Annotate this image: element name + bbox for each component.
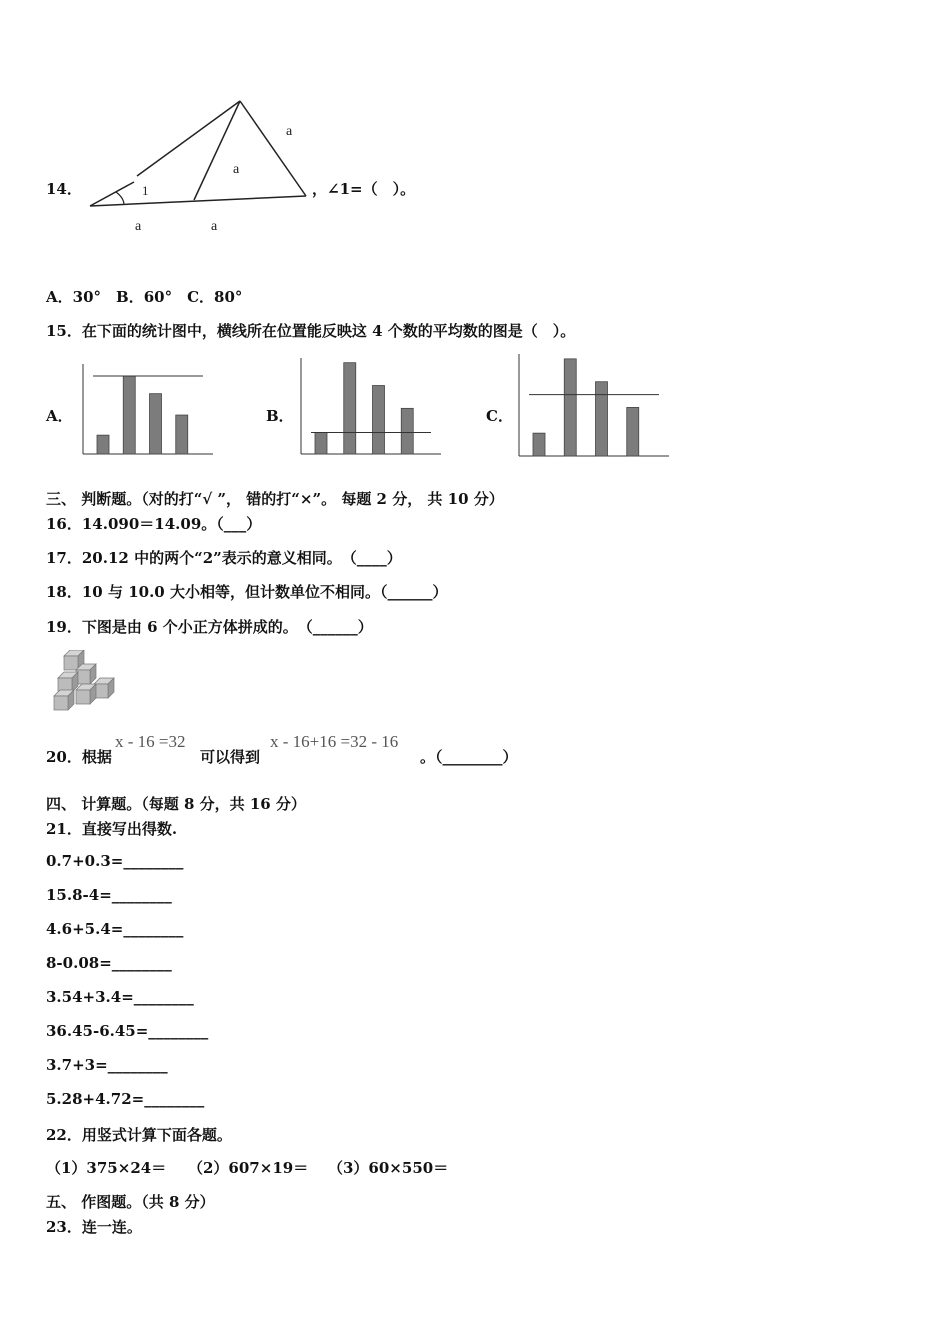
chart-b-bar: [373, 386, 385, 454]
q21-title: 21．直接写出得数.: [46, 820, 178, 838]
triangle-right-side: [240, 101, 306, 196]
q15-label-a: A．: [46, 407, 73, 425]
q20-equation-2: x - 16+16 =32 - 16: [270, 732, 399, 751]
q15-text: 15．在下面的统计图中，横线所在位置能反映这 4 个数的平均数的图是（ ）。: [46, 322, 576, 340]
chart-c-bar: [564, 359, 576, 456]
section-4-title: 四、 计算题。（每题 8 分，共 16 分）: [46, 795, 306, 813]
triangle-inner-side: [194, 101, 240, 200]
chart-c-bar: [596, 382, 608, 456]
q15-chart-c: [516, 352, 671, 458]
chart-b-bar: [401, 408, 413, 454]
q21-item: 4.6+5.4=________: [46, 920, 184, 938]
label-base-left: a: [135, 219, 142, 234]
q19-cubes-figure: [50, 650, 120, 714]
q18-text: 18．10 与 10.0 大小相等，但计数单位不相同。（______）: [46, 583, 448, 601]
q21-item: 36.45-6.45=________: [46, 1022, 209, 1040]
chart-c-bar: [627, 407, 639, 456]
triangle-left-side-lower: [90, 182, 134, 206]
q15-label-b: B．: [266, 407, 294, 425]
q14-options: A．30° B．60° C．80°: [46, 288, 243, 306]
q15-label-c: C．: [486, 407, 513, 425]
chart-b-bar: [315, 433, 327, 454]
q15-chart-a: [80, 362, 215, 456]
q14-suffix: ，∠1=（ ）。: [312, 180, 416, 198]
q19-text: 19．下图是由 6 个小正方体拼成的。 （______）: [46, 618, 373, 636]
q22-item-3: （3）60×550＝: [328, 1159, 449, 1177]
triangle-base: [90, 196, 306, 206]
q20-suffix: 。（________）: [420, 748, 518, 766]
chart-c-bar: [533, 433, 545, 456]
triangle-left-side-upper: [137, 101, 240, 176]
q20-mid: 可以得到: [200, 748, 261, 766]
chart-a-bar: [123, 376, 135, 454]
label-side-top: a: [286, 124, 293, 139]
q21-item: 8-0.08=________: [46, 954, 172, 972]
label-base-right: a: [211, 219, 218, 234]
chart-a-bar: [176, 415, 188, 454]
q21-item: 5.28+4.72=________: [46, 1090, 205, 1108]
section-3-title: 三、 判断题。（对的打“√ ”， 错的打“×”。 每题 2 分， 共 10 分）: [46, 490, 504, 508]
q21-item: 0.7+0.3=________: [46, 852, 184, 870]
q16-text: 16．14.090＝14.09。（___）: [46, 515, 262, 533]
angle-arc: [116, 192, 124, 205]
q23-text: 23．连一连。: [46, 1218, 142, 1236]
q21-item: 3.54+3.4=________: [46, 988, 194, 1006]
q14-number: 14．: [46, 180, 82, 198]
chart-b-bar: [344, 363, 356, 454]
chart-a-bar: [97, 435, 109, 454]
q20-equation-1: x - 16 =32: [115, 732, 186, 751]
q21-item: 3.7+3=________: [46, 1056, 168, 1074]
q21-item: 15.8-4=________: [46, 886, 172, 904]
label-side-mid: a: [233, 162, 240, 177]
q20-prefix: 20．根据: [46, 748, 112, 766]
chart-a-bar: [150, 394, 162, 454]
q17-text: 17．20.12 中的两个“2”表示的意义相同。 （____）: [46, 549, 402, 567]
q15-chart-b: [298, 356, 443, 456]
q22-title: 22．用竖式计算下面各题。: [46, 1126, 232, 1144]
q22-item-2: （2）607×19＝: [188, 1159, 309, 1177]
q22-item-1: （1）375×24＝: [46, 1159, 167, 1177]
section-5-title: 五、 作图题。（共 8 分）: [46, 1193, 215, 1211]
q14-triangle-figure: [80, 90, 320, 240]
label-angle-1: 1: [142, 183, 149, 198]
